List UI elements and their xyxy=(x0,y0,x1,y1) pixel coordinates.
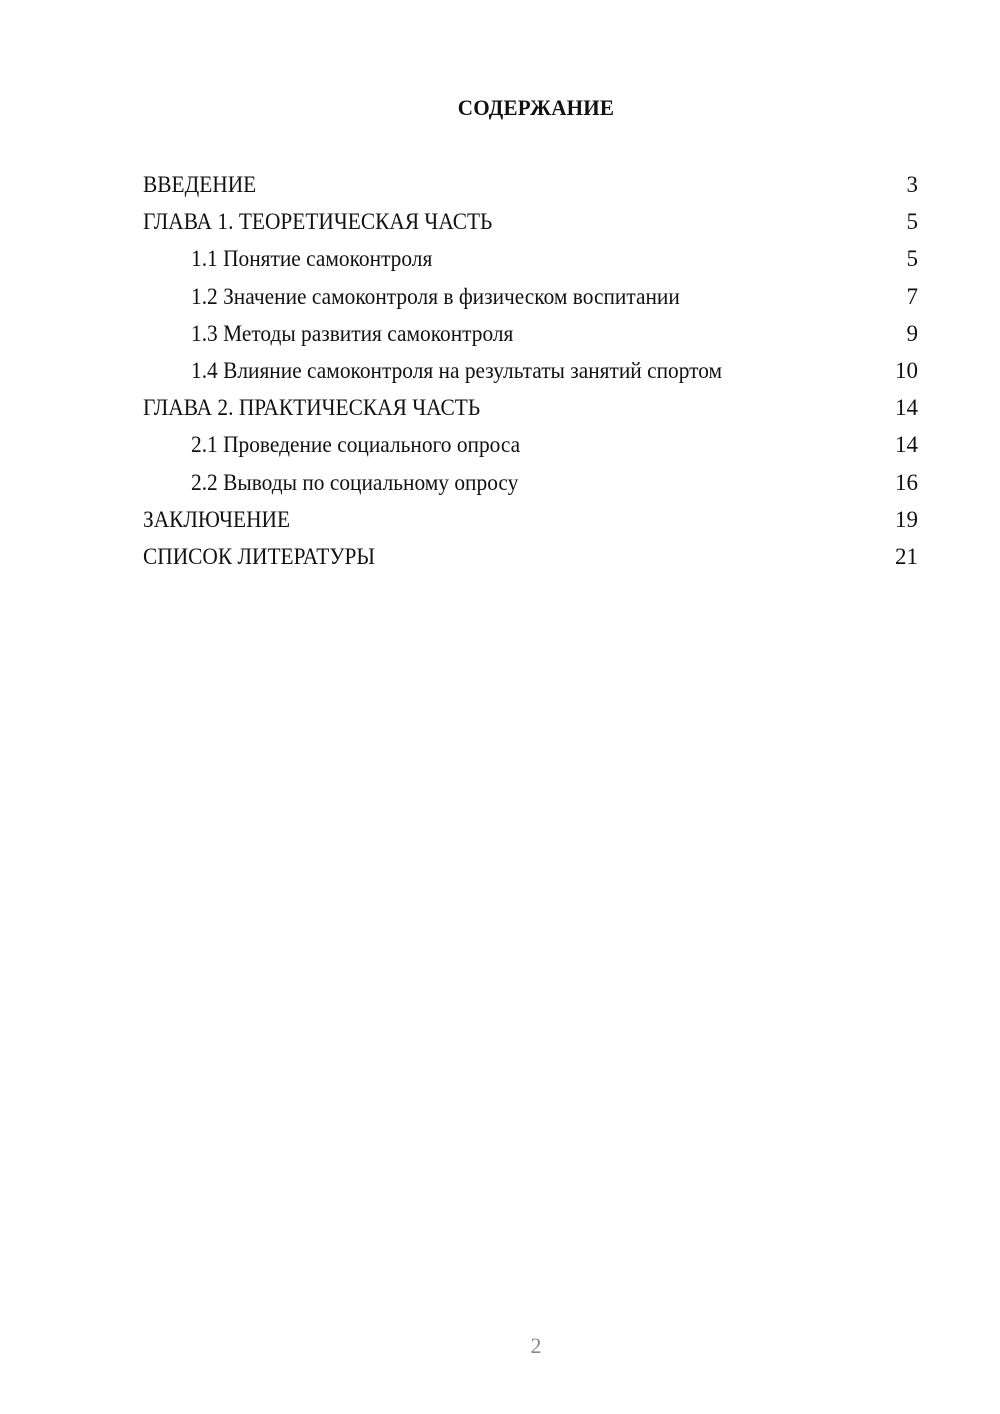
toc-entry-references[interactable] xyxy=(143,538,918,575)
toc-entry-label: 1.2 Значение самоконтроля в физическом воспитании xyxy=(191,283,680,309)
toc-entry-page: 3 xyxy=(906,172,918,197)
toc-entry-section-2-1[interactable] xyxy=(143,426,918,463)
toc-entry-page: 10 xyxy=(895,357,918,383)
toc-entry-page: 5 xyxy=(906,209,918,235)
toc-entry-page: 19 xyxy=(895,506,918,532)
table-of-contents xyxy=(143,166,918,575)
toc-entry-page: 7 xyxy=(906,283,918,309)
toc-entry-label: 2.1 Проведение социального опроса xyxy=(191,432,521,458)
toc-entry-section-1-3[interactable] xyxy=(143,315,918,352)
toc-title: СОДЕРЖАНИЕ xyxy=(457,95,615,120)
toc-entry-label: 2.2 Выводы по социальному опросу xyxy=(191,469,519,495)
toc-entry-chapter-2[interactable] xyxy=(143,389,918,426)
toc-entry-conclusion[interactable] xyxy=(143,501,918,538)
toc-entry-page: 14 xyxy=(895,395,918,421)
toc-entry-section-1-1[interactable] xyxy=(143,240,918,277)
toc-entry-introduction[interactable] xyxy=(143,166,918,203)
toc-entry-label: ГЛАВА 1. ТЕОРЕТИЧЕСКАЯ ЧАСТЬ xyxy=(143,209,493,235)
toc-entry-page: 21 xyxy=(895,543,918,569)
toc-entry-label: ГЛАВА 2. ПРАКТИЧЕСКАЯ ЧАСТЬ xyxy=(143,395,481,421)
toc-entry-page: 5 xyxy=(906,246,918,272)
page-number: 2 xyxy=(530,1333,542,1358)
toc-entry-page: 14 xyxy=(895,432,918,458)
toc-entry-chapter-1[interactable] xyxy=(143,203,918,240)
toc-entry-label: ВВЕДЕНИЕ xyxy=(143,172,257,197)
toc-entry-label: ЗАКЛЮЧЕНИЕ xyxy=(143,506,291,532)
toc-entry-label: 1.4 Влияние самоконтроля на результаты занятий спортом xyxy=(191,357,723,383)
toc-entry-page: 9 xyxy=(906,320,918,346)
toc-entry-section-2-2[interactable] xyxy=(143,464,918,501)
toc-entry-label: 1.3 Методы развития самоконтроля xyxy=(191,320,514,346)
toc-entry-label: 1.1 Понятие самоконтроля xyxy=(191,246,433,272)
toc-entry-page: 16 xyxy=(895,469,918,495)
toc-entry-section-1-4[interactable] xyxy=(143,352,918,389)
toc-entry-section-1-2[interactable] xyxy=(143,278,918,315)
toc-entry-label: СПИСОК ЛИТЕРАТУРЫ xyxy=(143,543,376,569)
